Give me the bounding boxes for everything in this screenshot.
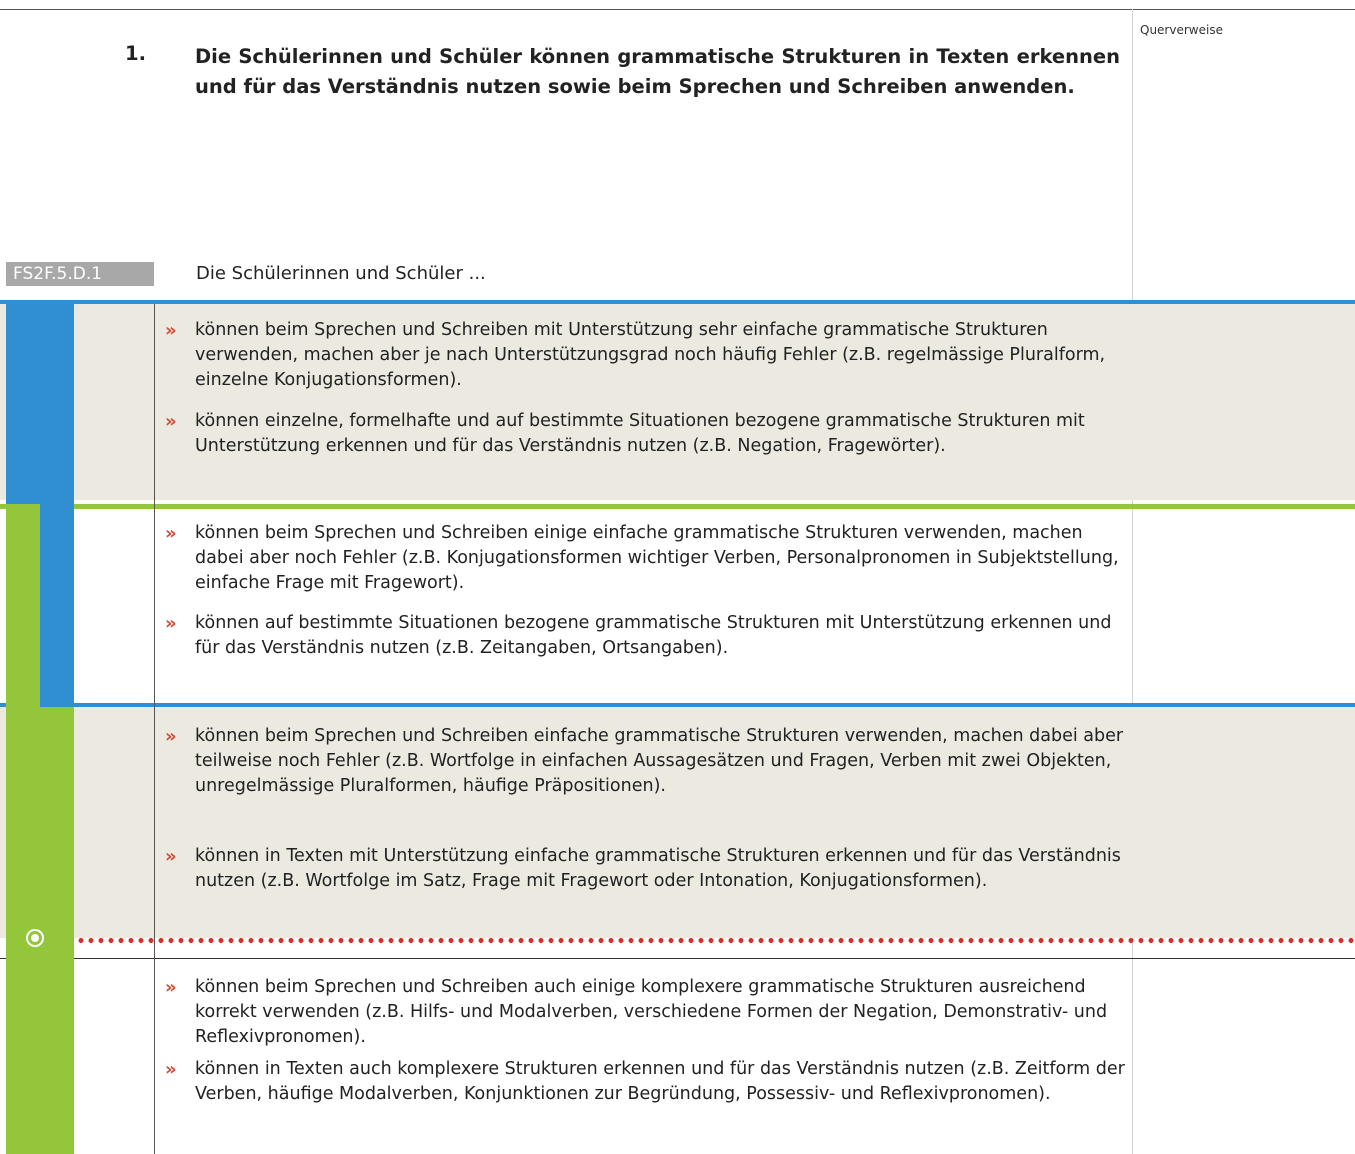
list-item: » können beim Sprechen und Schreiben einige einfache grammatische Strukturen verwenden, machen dabei aber noch Fehler (z.B. Konjugationsformen wichtiger Verben, Personalpronomen in Subjektstellung, einfache Frage mit Fragewort).	[165, 523, 1119, 593]
list-item: » können in Texten auch komplexere Strukturen erkennen und für das Verständnis nutzen (z.B. Zeitform der Verben, häufige Modalverben, Konjunktionen zur Begründung, Possessiv- und Reflexivpronomen).	[165, 1059, 1125, 1104]
competence-code-badge: FS2F.5.D.1	[6, 262, 154, 286]
bullet-icon: »	[165, 411, 177, 432]
level-1-top-rule	[0, 300, 1355, 304]
bullet-icon: »	[165, 726, 177, 747]
bullet-icon: »	[165, 523, 177, 544]
competence-title: Die Schülerinnen und Schüler können grammatische Strukturen in Texten erkennen und für das Verständnis nutzen sowie beim Sprechen und Schreiben anwenden.	[195, 45, 1120, 98]
list-item: » können beim Sprechen und Schreiben einfache grammatische Strukturen verwenden, machen dabei aber teilweise noch Fehler (z.B. Wortfolge in einfachen Aussagesätzen und Fragen, Verben mit zwei Objekten, unregelmässige Pluralformen, häufige Präpositionen).	[165, 726, 1124, 796]
bullet-icon: »	[165, 977, 177, 998]
list-item: » können beim Sprechen und Schreiben mit Unterstützung sehr einfache grammatische Strukturen verwenden, machen aber je nach Unterstützungsgrad noch häufig Fehler (z.B. regelmässige Pluralform, einzelne Konjugationsformen).	[165, 320, 1106, 390]
minimum-requirement-dotted-line	[76, 938, 1355, 943]
bullet-icon: »	[165, 320, 177, 341]
cycle-bar-blue	[6, 304, 74, 504]
list-item: » können beim Sprechen und Schreiben auch einige komplexere grammatische Strukturen ausreichend korrekt verwenden (z.B. Hilfs- und Modalverben, verschiedene Formen der Negation, Demonstrativ- und Reflexivpronomen).	[165, 977, 1108, 1047]
list-item: » können in Texten mit Unterstützung einfache grammatische Strukturen erkennen und für das Verständnis nutzen (z.B. Wortfolge im Satz, Frage mit Fragewort oder Intonation, Konjugationsformen).	[165, 846, 1121, 891]
level-column-divider	[154, 304, 155, 1154]
level-3-top-rule	[0, 703, 1355, 707]
level-4-top-rule	[0, 958, 1355, 959]
top-rule	[0, 9, 1355, 10]
competence-intro: Die Schülerinnen und Schüler ...	[196, 263, 486, 284]
bullet-icon: »	[165, 613, 177, 634]
cross-reference-column-divider	[1132, 9, 1133, 1154]
list-item: » können einzelne, formelhafte und auf bestimmte Situationen bezogene grammatische Strukturen mit Unterstützung erkennen und für das Verständnis nutzen (z.B. Negation, Fragewörter).	[165, 411, 1085, 456]
minimum-requirement-marker-icon	[26, 929, 44, 947]
bullet-icon: »	[165, 1059, 177, 1080]
cycle-bar-blue-overlap	[40, 504, 74, 707]
cross-reference-label: Querverweise	[1140, 23, 1223, 37]
competence-number: 1.	[125, 42, 146, 65]
bullet-icon: »	[165, 846, 177, 867]
level-2-top-rule	[0, 504, 1355, 509]
list-item: » können auf bestimmte Situationen bezogene grammatische Strukturen mit Unterstützung erkennen und für das Verständnis nutzen (z.B. Zeitangaben, Ortsangaben).	[165, 613, 1112, 658]
